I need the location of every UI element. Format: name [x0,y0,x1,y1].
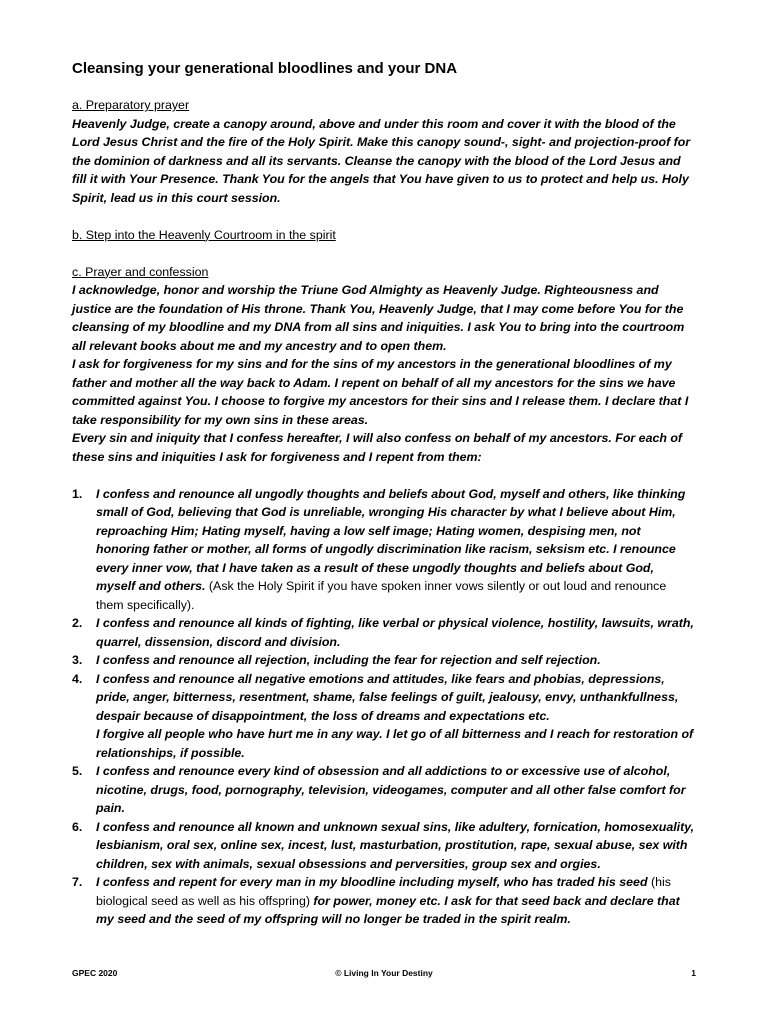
confession-list [72,485,696,929]
list-item-note: (Ask the Holy Spirit if you have spoken inner vows silently or out loud and renounce them specifically). [96,579,667,612]
page-footer [72,968,696,978]
section-a-heading: a. Preparatory prayer [72,98,190,112]
section-c-heading: c. Prayer and confession [72,264,209,279]
list-item [72,614,696,651]
list-item-text-continued: for power, money etc. I ask for that seed back and declare that my seed and the seed of my offspring will no longer be traded in the spirit realm. [96,893,680,926]
list-item [72,818,696,874]
list-item [72,651,696,670]
list-item-text: I confess and renounce every kind of obsession and all addictions to or excessive use of alcohol, nicotine, drugs, food, pornography, television, videogames, computer and all other false comfort for pain. [96,764,686,815]
section-c-paragraph-2: I ask for forgiveness for my sins and for the sins of my ancestors in the generational bloodlines of my father and mother all the way back to Adam. I repent on behalf of all my ancestors for the sins we have committed against You. I choose to forgive my ancestors for their sins and I release them. I declare that I take responsibility for my own sins in these areas. [72,357,689,427]
list-item-text: I confess and renounce all known and unknown sexual sins, like adultery, fornication, homosexuality, lesbianism, oral sex, online sex, incest, lust, masturbation, prostitution, rape, sexual abuse, sex with children, sex with animals, sexual obsessions and perversities, group sex and orgies. [96,819,695,871]
list-item-number: 5. [72,764,83,778]
list-item-text: I confess and renounce all kinds of fighting, like verbal or physical violence, hostility, lawsuits, wrath, quarrel, dissension, discord and division. [96,616,694,649]
list-item [72,762,696,818]
list-item-number: 3. [72,653,83,667]
document-title: Cleansing your generational bloodlines and your DNA [72,60,458,77]
list-item [72,485,696,615]
list-item [72,873,696,929]
list-item-number: 6. [72,819,83,834]
list-item-text: I confess and repent for every man in my bloodline including myself, who has traded his seed [96,875,648,889]
list-item-number: 7. [72,875,83,889]
list-item-note: (his biological seed as well as his offspring) [96,875,671,908]
footer-left: GPEC 2020 [72,968,118,978]
list-item-number: 2. [72,616,83,630]
section-c-paragraph-3: Every sin and iniquity that I confess hereafter, I will also confess on behalf of my ancestors. For each of these sins and iniquities I ask for forgiveness and I repent from them: [72,431,683,464]
list-item-number: 4. [72,671,83,686]
footer-copyright: © Living In Your Destiny [335,968,433,978]
list-item-text: I confess and renounce all rejection, including the fear for rejection and self rejection. [96,653,601,667]
list-item-number: 1. [72,486,83,501]
list-item-text-continued: I forgive all people who have hurt me in any way. I let go of all bitterness and I reach for restoration of relationships, if possible. [96,727,694,760]
document-page [72,58,696,929]
section-c-paragraph-1: I acknowledge, honor and worship the Triune God Almighty as Heavenly Judge. Righteousness and justice are the foundation of His throne. Thank You, Heavenly Judge, that I may come before You for the cleansing of my bloodline and my DNA from all sins and iniquities. I ask You to bring into the courtroom all relevant books about me and my ancestry and to open them. [72,283,685,353]
section-a-text: Heavenly Judge, create a canopy around, above and under this room and cover it with the blood of the Lord Jesus Christ and the fire of the Holy Spirit. Make this canopy sound-, sight- and projection-proof for the dominion of darkness and all its servants. Cleanse the canopy with the blood of the Lord Jesus and fill it with Your Presence. Thank You for the angels that You have given to us to protect and help us. Holy Spirit, lead us in this court session. [72,116,691,205]
list-item-text: I confess and renounce all ungodly thoughts and beliefs about God, myself and others, like thinking small of God, believing that God is unreliable, wronging His character by what I believe about Him, reproaching Him; Hating myself, having a low self image; Hating women, despising men, not honoring father or mother, all forms of ungodly discrimination like racism, seksism etc. I renounce every inner vow, that I have taken as a result of these ungodly thoughts and beliefs about God, myself and others. [96,486,686,593]
list-item-text: I confess and renounce all negative emotions and attitudes, like fears and phobias, depressions, pride, anger, bitterness, resentment, shame, false feelings of guilt, jealousy, envy, unthankfullness, despair because of disappointment, the loss of dreams and expectations etc. [96,671,679,723]
section-b-heading: b. Step into the Heavenly Courtroom in the spirit [72,227,336,242]
page-number: 1 [691,968,696,978]
list-item [72,670,696,763]
